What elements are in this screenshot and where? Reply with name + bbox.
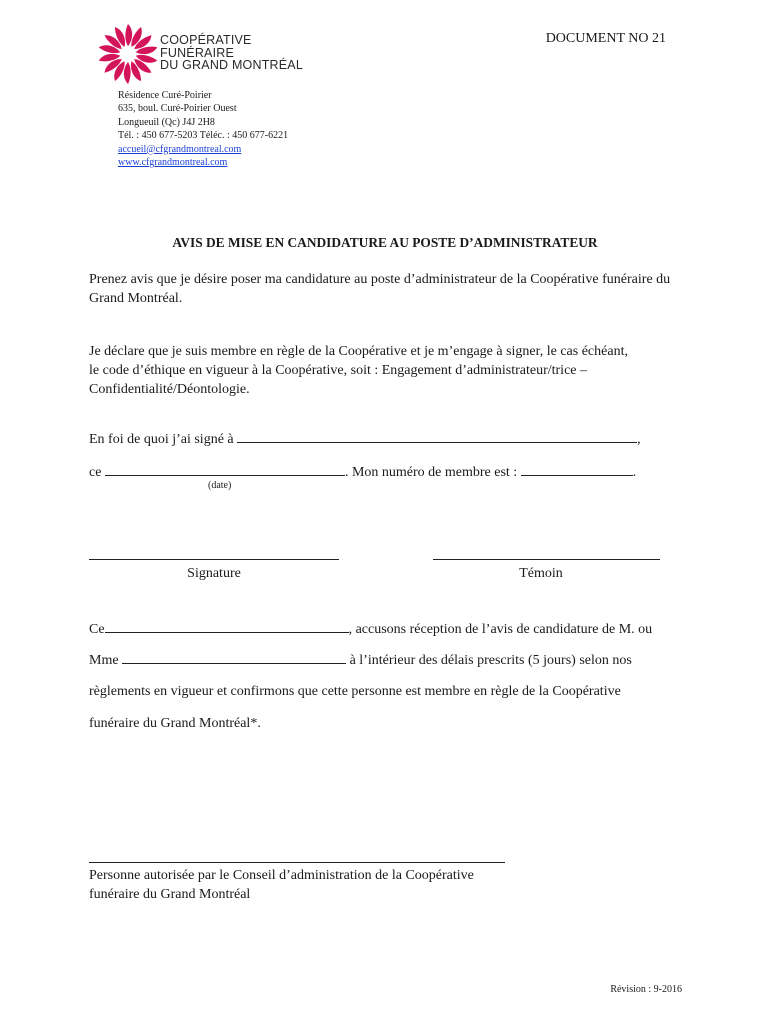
date-caption: (date) [208,480,232,491]
receipt-line-3: règlements en vigueur et confirmons que cette personne est membre en règle de la Coopérative [89,684,621,699]
logo-petal [125,24,132,46]
receipt-line-4: funéraire du Grand Montréal*. [89,716,261,731]
receipt-ce-label: Ce [89,622,105,637]
website-link[interactable]: www.cfgrandmontreal.com [118,157,228,169]
document-number: DOCUMENT NO 21 [545,31,666,46]
signed-at-row [89,430,641,448]
signed-at-comma: , [637,432,641,447]
authorized-line-1: Personne autorisée par le Conseil d’administration de la Coopérative [89,868,474,883]
date-member-row [89,463,636,481]
declaration-line-1: Je déclare que je suis membre en règle de la Coopérative et je m’engage à signer, le cas échéant, [89,344,628,359]
member-number-field[interactable] [521,463,633,476]
date-field[interactable] [105,463,345,476]
revision-note: Révision : 9-2016 [610,984,682,995]
signature-line[interactable] [89,559,339,560]
member-number-label: . Mon numéro de membre est : [344,465,518,480]
candidate-name-field[interactable] [122,651,346,664]
receipt-line-1-text: , accusons réception de l’avis de candidature de M. ou [348,622,653,637]
email-link[interactable]: accueil@cfgrandmontreal.com [118,143,242,155]
date-label: ce [89,465,102,480]
receipt-row-2 [89,651,632,669]
declaration-line-2: le code d’éthique en vigueur à la Coopérative, soit : Engagement d’administrateur/trice – [89,363,587,378]
org-name-line-1: COOPÉRATIVE [160,33,252,47]
receipt-mme-label: Mme [89,653,119,668]
org-name-line-2: FUNÉRAIRE [160,45,235,60]
logo-petal [124,62,131,84]
authorized-caption [89,866,474,904]
organization-name [160,34,303,72]
signature-label: Signature [187,566,241,581]
phone-fax-line: Tél. : 450 677-5203 Téléc. : 450 677-6221 [118,130,289,142]
signed-at-label: En foi de quoi j’ai signé à [89,432,234,447]
witness-line[interactable] [433,559,660,560]
witness-label: Témoin [519,566,563,581]
address-block [118,89,288,169]
receipt-date-field[interactable] [105,620,349,633]
authorized-line-2: funéraire du Grand Montréal [89,887,251,902]
address-line-1: Résidence Curé-Poirier [118,90,212,101]
declaration-paragraph [89,342,709,399]
member-number-period: . [632,465,637,480]
address-line-2: 635, boul. Curé-Poirier Ouest [118,103,237,115]
declaration-line-3: Confidentialité/Déontologie. [89,382,250,397]
address-line-3: Longueuil (Qc) J4J 2H8 [118,116,215,128]
cooperative-logo-icon [96,22,160,86]
candidacy-paragraph: Prenez avis que je désire poser ma candidature au poste d’administrateur de la Coopérative funéraire du Grand Montréal. [89,272,671,306]
authorized-signature-line[interactable] [89,862,505,863]
receipt-row-1 [89,620,652,638]
receipt-line-2-text: à l’intérieur des délais prescrits (5 jours) selon nos [349,653,632,668]
document-title: AVIS DE MISE EN CANDIDATURE AU POSTE D’ADMINISTRATEUR [172,235,598,250]
org-name-line-3: DU GRAND MONTRÉAL [160,58,303,72]
signed-at-field[interactable] [237,430,637,443]
